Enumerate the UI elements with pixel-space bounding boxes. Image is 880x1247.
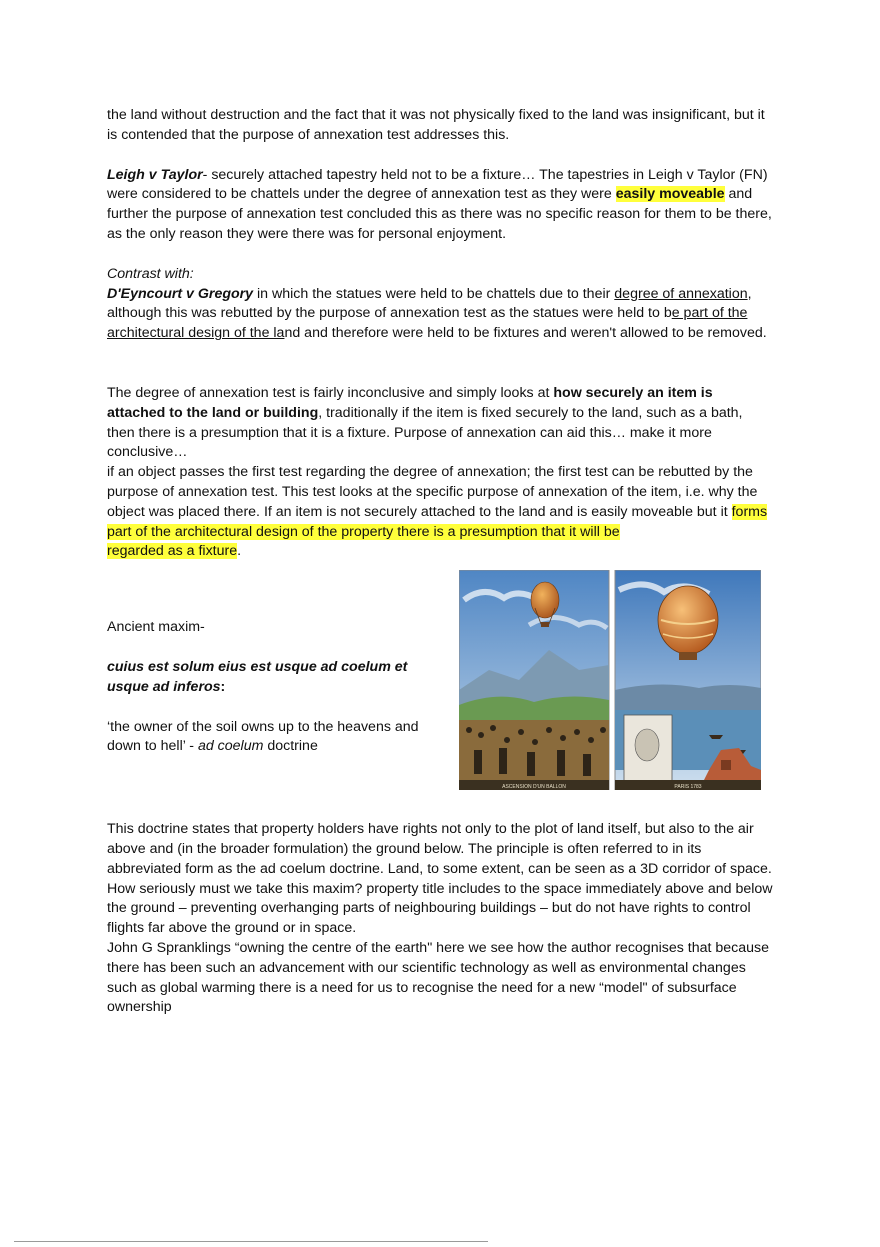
document-body [107, 106, 773, 1018]
purpose-highlight-1: forms part of the architectural design of the property there is a presumption that it will be [107, 503, 768, 540]
deyncourt-case-name: D'Eyncourt v Gregory [107, 285, 254, 302]
maxim-quote: ‘the owner of the soil owns up to the heavens and down to hell’ - ad coelum doctrine [107, 718, 419, 755]
right-panel [615, 570, 761, 790]
degree-bold: how securely an item is attached to the land or building [107, 384, 713, 421]
balloon-illustration [459, 570, 761, 790]
purpose-highlight-2: regarded as a fixture [107, 543, 238, 560]
degree-paragraph: The degree of annexation test is fairly inconclusive and simply looks at how securely an item is attached to the land or building, traditionally if the item is fixed securely to the land, such as a bath, then there is a presumption that it is a fixture. Purpose of annexation can aid this… make it more conclusive… [107, 384, 743, 461]
left-panel [459, 570, 609, 790]
doctrine-paragraph: This doctrine states that property holders have rights not only to the plot of land itself, but also to the air above and (in the broader formulation) the ground below. The principle is often referred to in its abbreviated form as the ad coelum doctrine. Land, to some extent, can be seen as a 3D corridor of space. How seriously must we take this maxim? property title includes to the space immediately above and below the ground – preventing overhanging parts of neighbouring buildings – but do not have rights to control flights far above the ground or in space. [107, 821, 773, 937]
leigh-highlight: easily moveable [615, 186, 725, 203]
left-caption: ASCENSION D'UN BALLON [502, 784, 566, 791]
intro-paragraph: the land without destruction and the fact that it was not physically fixed to the land was insignificant, but it is contended that the purpose of annexation test addresses this. [107, 107, 765, 143]
maxim-text-column [107, 570, 447, 790]
maxim-section [107, 570, 773, 790]
maxim-label: Ancient maxim- [107, 619, 205, 636]
leigh-paragraph [107, 166, 773, 245]
leigh-case-name: Leigh v Taylor [107, 166, 203, 183]
leigh-text-2: and further the purpose of annexation test concluded this as there was no specific reason for them to be there, as the only reason they were there was for personal enjoyment. [107, 186, 772, 242]
underlined-architectural: e part of the architectural design of the la [107, 305, 748, 342]
sprankling-paragraph: John G Spranklings “owning the centre of the earth" here we see how the author recognises that because there has been such an advancement with our scientific technology as well as environmental changes such as global warming there is a need for us to recognise the need for a new “model" of subsurface ownership [107, 939, 770, 1016]
footer-divider [14, 1241, 488, 1242]
purpose-paragraph: if an object passes the first test regarding the degree of annexation; the first test can be rebutted by the purpose of annexation test. This test looks at the specific purpose of annexation of the item, i.e. why the object was placed there. If an item is not securely attached to the land and is easily moveable but it forms part of the architectural design of the property there is a presumption that it will be [107, 464, 768, 540]
underlined-degree: degree of annexation [614, 285, 748, 302]
purpose-paragraph-end: regarded as a fixture. [107, 543, 242, 560]
maxim-latin: cuius est solum eius est usque ad coelum et usque ad inferos: [107, 658, 408, 695]
contrast-label: Contrast with: [107, 265, 194, 282]
contrast-paragraph: D'Eyncourt v Gregory in which the statues were held to be chattels due to their degree of annexation, although this was rebutted by the purpose of annexation test as the statues were held to be part of the architectural design of the land and therefore were held to be fixtures and weren't allowed to be removed. [107, 285, 767, 342]
leigh-text-1: - securely attached tapestry held not to be a fixture… The tapestries in Leigh v Taylor (FN) were considered to be chattels under the degree of annexation test as they were [107, 166, 768, 203]
right-caption: PARIS 1783 [674, 784, 702, 791]
